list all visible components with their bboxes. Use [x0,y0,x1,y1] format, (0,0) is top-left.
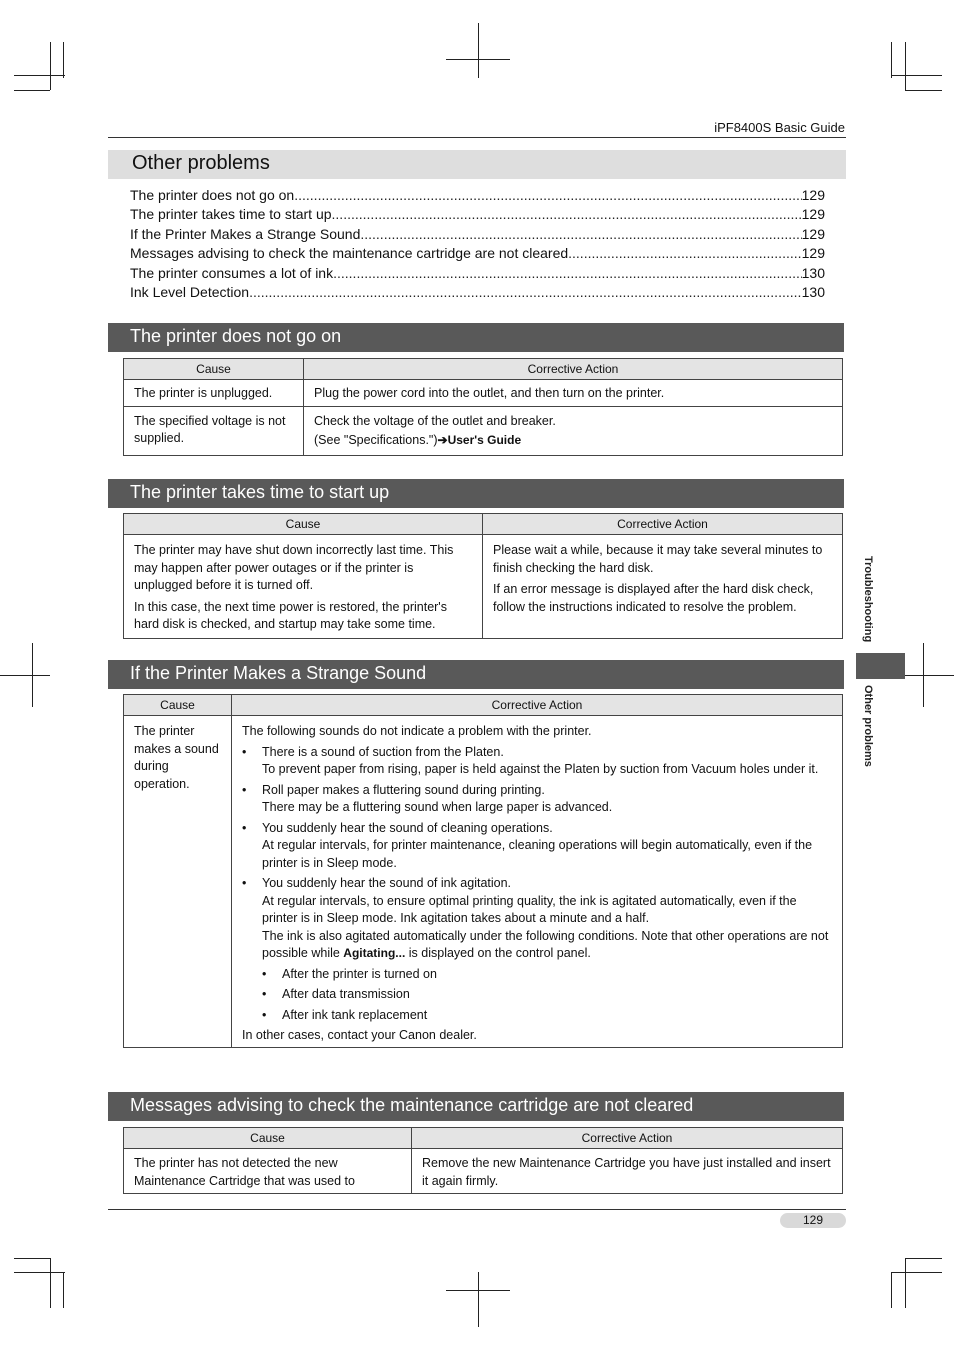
column-header-cause: Cause [124,695,232,716]
intro-text: The following sounds do not indicate a problem with the printer. [242,724,592,738]
action-cell [304,406,843,455]
section-heading: The printer takes time to start up [130,482,390,502]
toc-page: 129 [801,245,825,262]
bullet-title: • You suddenly hear the sound of ink agitation. [262,876,512,890]
bullet-title: • There is a sound of suction from the Platen. [262,744,504,759]
table-row [124,1149,843,1194]
cause-cell: The printer is unplugged. [124,380,304,407]
toc-label: Ink Level Detection [130,283,250,300]
action-text: Check the voltage of the outlet and breaker. [314,413,556,428]
column-header-cause: Cause [124,359,304,380]
toc-item[interactable] [130,245,825,264]
toc [130,187,825,303]
see-reference: (See "Specifications.") [314,433,438,447]
bullet-text-part: is displayed on the control panel. [405,946,591,960]
action-text: Please wait a while, because it may take several minutes to finish checking the hard disk. [493,543,823,575]
action-cell: Plug the power cord into the outlet, and then turn on the printer. [304,380,843,407]
toc-leader [333,265,802,281]
toc-leader [360,226,801,242]
section-heading: Messages advising to check the maintenance cartridge are not cleared [130,1095,694,1115]
troubleshooting-table [123,358,843,456]
sub-bullet-item: • After data transmission [262,986,834,1004]
toc-item[interactable] [130,187,825,206]
section-heading-bar [108,323,844,352]
column-header-cause: Cause [124,1128,412,1149]
bullet-item [242,820,834,873]
toc-item[interactable] [130,226,825,245]
bullet-text: At regular intervals, to ensure optimal printing quality, the ink is agitated automatically, even if the printer is in Sleep mode. Ink agitation takes about a minute and a half. [262,893,797,925]
sub-bullet-item: • After the printer is turned on [262,966,834,984]
toc-label: If the Printer Makes a Strange Sound [130,225,361,242]
header-rule [108,137,846,138]
action-cell [483,535,843,639]
column-header-cause: Cause [124,514,483,535]
page-title-bar [108,150,846,179]
bullet-item [242,744,834,779]
toc-page: 129 [801,225,825,242]
toc-label: The printer does not go on [130,187,295,203]
troubleshooting-table [123,1127,843,1194]
panel-message: Agitating... [343,946,406,960]
toc-leader [294,187,801,203]
cause-cell: The specified voltage is not supplied. [124,406,304,455]
outro-text: In other cases, contact your Canon dealer. [242,1028,477,1042]
table-row [124,380,843,407]
table-row [124,406,843,455]
toc-leader [568,245,802,261]
action-text: If an error message is displayed after the hard disk check, follow the instructions indicated to resolve the problem. [493,582,814,614]
side-tab-topic: Other problems [862,685,874,767]
toc-item[interactable] [130,284,825,303]
section-heading-bar [108,1092,844,1121]
sub-bullet-item: • After ink tank replacement [262,1007,834,1025]
toc-item[interactable] [130,206,825,225]
toc-item[interactable] [130,265,825,284]
cause-text: The printer may have shut down incorrectly last time. This may happen after power outages or if the printer is unplugged before it is turned off. [134,543,454,592]
guide-title: iPF8400S Basic Guide [714,120,845,135]
action-cell [232,716,843,1048]
bullet-title: • Roll paper makes a fluttering sound during printing. [262,782,545,797]
bullet-item [242,875,834,963]
bullet-text [262,928,834,963]
page-number: 129 [780,1213,846,1228]
table-row [124,535,843,639]
section-heading-bar [108,479,844,508]
column-header-action: Corrective Action [483,514,843,535]
toc-label: The printer consumes a lot of ink [130,264,334,281]
toc-label: Messages advising to check the maintenance cartridge are not cleared [130,245,569,262]
troubleshooting-table [123,513,843,639]
toc-leader [249,284,802,300]
bullet-item [242,782,834,817]
toc-page: 130 [801,283,825,300]
toc-page: 130 [801,264,825,281]
section-heading-bar [108,660,844,689]
toc-page: 129 [801,187,825,203]
bullet-text: At regular intervals, for printer maintenance, cleaning operations will begin automatically, even if the printer is in Sleep mode. [262,838,813,870]
page-title: Other problems [132,152,270,174]
column-header-action: Corrective Action [304,359,843,380]
column-header-action: Corrective Action [232,695,843,716]
section-heading: If the Printer Makes a Strange Sound [130,663,427,683]
cause-cell: The printer makes a sound during operation. [124,716,232,1048]
side-tab-marker [856,653,905,679]
side-tab-chapter: Troubleshooting [862,556,874,643]
toc-label: The printer takes time to start up [130,206,332,223]
action-text [314,432,834,450]
bullet-text: To prevent paper from rising, paper is held against the Platen by suction from Vacuum holes under it. [262,762,819,776]
bullet-title: • You suddenly hear the sound of cleaning operations. [262,820,553,835]
section-heading: The printer does not go on [130,326,342,346]
column-header-action: Corrective Action [412,1128,843,1149]
footer-rule [108,1209,846,1210]
cause-text: In this case, the next time power is restored, the printer's hard disk is checked, and startup may take some time. [134,599,447,631]
users-guide-link[interactable]: User's Guide [447,433,522,447]
cause-cell [124,535,483,639]
bullet-text: There may be a fluttering sound when large paper is advanced. [262,800,613,814]
troubleshooting-table [123,694,843,1048]
action-cell: Remove the new Maintenance Cartridge you have just installed and insert it again firmly. [412,1149,843,1194]
toc-page: 129 [801,206,825,223]
cause-cell: The printer has not detected the new Maintenance Cartridge that was used to [124,1149,412,1194]
arrow-right-icon: ➔ [437,433,448,447]
toc-leader [332,206,802,222]
bullet-text-part: The ink is also agitated automatically under the following conditions. Note that other operations are not possible while [262,928,829,960]
table-row [124,716,843,1048]
